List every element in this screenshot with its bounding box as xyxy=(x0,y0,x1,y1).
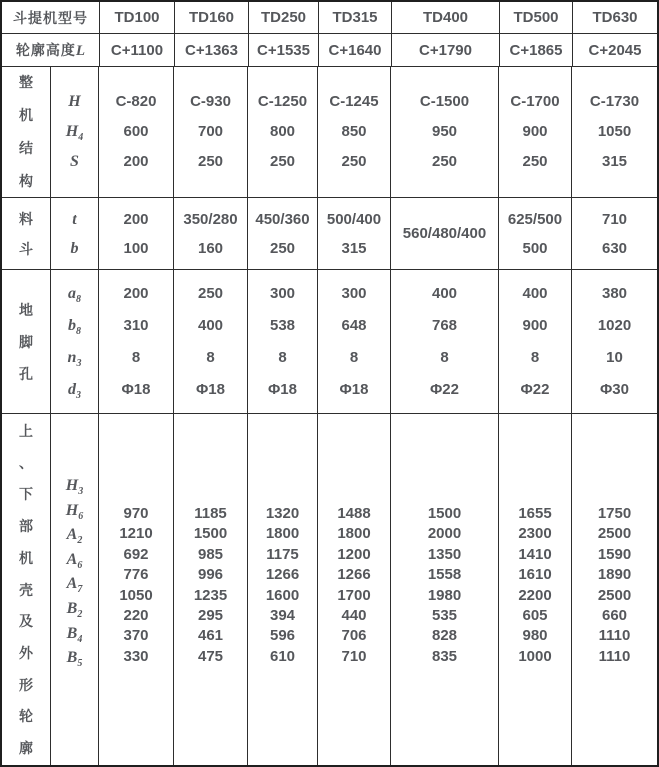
value-cell: C-1245 xyxy=(329,93,379,110)
value-cell: 8 xyxy=(131,348,141,366)
value-column xyxy=(390,198,498,269)
section-param-labels xyxy=(50,198,98,269)
value-cell: 1488 xyxy=(337,505,371,522)
value-cell: 200 xyxy=(123,284,149,302)
value-cell: 220 xyxy=(123,607,149,625)
section-group-label xyxy=(2,270,50,413)
value-cell: 250 xyxy=(197,284,224,302)
value-cell: 1210 xyxy=(119,525,153,543)
value-cell: 2000 xyxy=(427,525,462,543)
group-label-char: 构 xyxy=(19,173,33,189)
value-cell: 380 xyxy=(601,284,628,302)
value-cell: 250 xyxy=(269,239,296,257)
value-cell: 1020 xyxy=(597,316,632,334)
group-label-char: 料 xyxy=(19,210,33,227)
value-cell: 250 xyxy=(269,153,296,170)
value-cell: 630 xyxy=(601,239,628,257)
group-label-char: 、 xyxy=(19,454,33,471)
value-column xyxy=(173,198,247,269)
value-cell: 475 xyxy=(197,647,224,665)
value-column xyxy=(498,67,571,197)
profile-height-td100: C+1100 xyxy=(99,34,174,66)
value-column xyxy=(498,414,571,765)
value-cell: 400 xyxy=(431,284,458,302)
value-cell: 1110 xyxy=(598,647,631,665)
value-cell: 2200 xyxy=(518,586,552,604)
section-param-labels xyxy=(50,270,98,413)
value-column xyxy=(173,414,247,765)
value-column xyxy=(317,414,390,765)
value-cell: 1175 xyxy=(266,545,299,563)
header-model-label: 斗提机型号 xyxy=(13,9,88,26)
value-cell: C-1250 xyxy=(257,93,308,110)
param-label: $B_5$ xyxy=(66,649,83,670)
value-column xyxy=(390,270,498,413)
value-cell: 850 xyxy=(341,123,367,140)
group-label-char: 部 xyxy=(19,518,33,535)
value-cell: 1590 xyxy=(597,545,632,563)
value-cell: 1320 xyxy=(265,505,300,522)
value-cell: 1235 xyxy=(193,586,228,604)
header-model-td250: TD250 xyxy=(248,2,318,33)
value-column xyxy=(173,67,247,197)
value-cell: 350/280 xyxy=(183,210,238,228)
value-cell: 835 xyxy=(431,647,458,665)
value-cell: Φ22 xyxy=(520,380,550,398)
value-cell: 1266 xyxy=(337,566,371,584)
value-cell: Φ18 xyxy=(121,380,151,398)
header-model-td315: TD315 xyxy=(318,2,391,33)
value-cell: 1750 xyxy=(597,505,632,522)
value-column xyxy=(498,198,571,269)
value-cell: 295 xyxy=(197,607,224,625)
value-column xyxy=(571,198,657,269)
value-column xyxy=(247,67,317,197)
value-column xyxy=(571,414,657,765)
value-cell: 2500 xyxy=(597,586,632,604)
param-label: $A_2$ xyxy=(66,526,83,547)
value-column xyxy=(390,67,498,197)
value-column xyxy=(317,67,390,197)
value-cell: 500 xyxy=(522,239,548,257)
value-cell: 8 xyxy=(440,348,449,366)
value-cell: 315 xyxy=(601,153,628,170)
value-cell: Φ22 xyxy=(430,380,459,398)
group-label-char: 下 xyxy=(19,486,33,503)
param-label: b xyxy=(70,239,79,257)
param-label: H xyxy=(68,93,81,110)
profile-height-row xyxy=(2,33,657,66)
value-cell: 8 xyxy=(349,348,359,366)
value-column xyxy=(247,414,317,765)
value-column xyxy=(247,198,317,269)
group-label-char: 外 xyxy=(19,644,33,661)
value-cell: 461 xyxy=(197,627,224,645)
value-cell: 100 xyxy=(123,239,149,257)
value-cell: 1655 xyxy=(518,505,552,522)
value-column xyxy=(498,270,571,413)
group-label-char: 廓 xyxy=(19,740,33,757)
value-cell: 660 xyxy=(601,607,628,625)
value-cell: 1200 xyxy=(337,545,371,563)
group-label-char: 脚 xyxy=(19,333,33,350)
value-cell: 250 xyxy=(431,153,458,170)
value-cell: 996 xyxy=(197,566,224,584)
value-column xyxy=(98,270,173,413)
value-column xyxy=(98,67,173,197)
value-cell: 596 xyxy=(269,627,296,645)
section-param-labels xyxy=(50,67,98,197)
value-cell: 370 xyxy=(123,627,149,645)
header-model-td500: TD500 xyxy=(499,2,572,33)
value-cell: 2500 xyxy=(597,525,632,543)
profile-height-td630: C+2045 xyxy=(572,34,657,66)
value-cell: 1266 xyxy=(265,566,300,584)
value-column xyxy=(98,414,173,765)
header-model-td400: TD400 xyxy=(391,2,499,33)
value-cell: 1600 xyxy=(265,586,300,604)
value-cell: 500/400 xyxy=(326,210,382,228)
section-jiegou xyxy=(2,66,657,197)
header-model-td630: TD630 xyxy=(572,2,657,33)
value-cell: 330 xyxy=(123,647,149,665)
value-column xyxy=(390,414,498,765)
value-cell: 250 xyxy=(341,153,367,170)
value-cell: 200 xyxy=(123,210,149,228)
section-param-labels xyxy=(50,414,98,765)
value-cell: 610 xyxy=(269,647,296,665)
value-cell: C-1700 xyxy=(510,93,560,110)
group-label-char: 斗 xyxy=(19,240,33,257)
value-column xyxy=(247,270,317,413)
value-cell: 900 xyxy=(522,316,548,334)
value-cell: 538 xyxy=(269,316,296,334)
group-label-char: 机 xyxy=(19,549,33,566)
header-row xyxy=(2,2,657,33)
param-label: $A_7$ xyxy=(66,575,83,596)
value-cell: 710 xyxy=(601,210,628,228)
value-cell: 1558 xyxy=(427,566,462,584)
param-label: $a_8$ xyxy=(68,284,81,305)
value-column xyxy=(173,270,247,413)
value-cell: 315 xyxy=(341,239,367,257)
value-cell: 2300 xyxy=(518,525,552,543)
param-label: $n_3$ xyxy=(67,348,82,369)
value-cell: 8 xyxy=(206,348,215,366)
value-cell: 300 xyxy=(269,284,296,302)
value-cell: 300 xyxy=(341,284,367,302)
group-label-char: 结 xyxy=(19,140,33,156)
value-cell: 625/500 xyxy=(507,210,563,228)
param-label: S xyxy=(70,153,79,170)
value-cell: 200 xyxy=(123,153,149,170)
value-column xyxy=(571,67,657,197)
value-cell: 400 xyxy=(522,284,548,302)
profile-height-td315: C+1640 xyxy=(318,34,391,66)
value-cell: 440 xyxy=(341,607,367,625)
value-cell: 985 xyxy=(197,545,224,563)
value-column xyxy=(98,198,173,269)
section-group-label xyxy=(2,198,50,269)
param-label: $H_4$ xyxy=(65,123,84,144)
group-label-char: 壳 xyxy=(19,581,33,598)
profile-height-td500: C+1865 xyxy=(499,34,572,66)
value-cell: 768 xyxy=(431,316,458,334)
group-label-char: 形 xyxy=(19,676,33,693)
profile-height-td160: C+1363 xyxy=(174,34,248,66)
value-cell: C-820 xyxy=(115,93,157,110)
value-cell: 600 xyxy=(123,123,149,140)
value-cell: 1350 xyxy=(427,545,462,563)
param-label: t xyxy=(72,210,77,228)
profile-height-var: L xyxy=(75,43,86,59)
param-label: $A_6$ xyxy=(66,550,83,571)
value-column xyxy=(317,198,390,269)
value-cell: Φ18 xyxy=(196,380,225,398)
value-cell: 828 xyxy=(431,627,458,645)
value-cell: 8 xyxy=(530,348,540,366)
value-cell: 648 xyxy=(341,316,367,334)
profile-height-label-text: 轮廓高度 xyxy=(15,42,76,58)
value-column xyxy=(571,270,657,413)
param-label: $B_2$ xyxy=(66,599,83,621)
value-cell: 400 xyxy=(197,316,224,334)
param-label: $b_8$ xyxy=(68,316,81,337)
value-cell: 1185 xyxy=(194,505,227,522)
value-cell: 250 xyxy=(197,153,224,170)
value-cell: 394 xyxy=(269,607,296,625)
header-model-td160: TD160 xyxy=(174,2,248,33)
value-cell: 1500 xyxy=(193,525,228,543)
header-model-td100: TD100 xyxy=(99,2,174,33)
group-label-char: 及 xyxy=(19,613,33,630)
value-cell: C-1500 xyxy=(419,93,470,110)
value-cell: 800 xyxy=(269,123,296,140)
value-cell: 310 xyxy=(123,316,149,334)
value-cell: 10 xyxy=(606,348,623,366)
section-group-label xyxy=(2,414,50,765)
value-cell: 776 xyxy=(123,566,149,584)
value-cell: 700 xyxy=(197,123,224,140)
value-cell: 1050 xyxy=(119,586,153,604)
value-cell: 1000 xyxy=(518,647,552,665)
param-label: $H_3$ xyxy=(65,477,84,498)
value-cell: 980 xyxy=(522,627,548,645)
value-column xyxy=(317,270,390,413)
section-group-label xyxy=(2,67,50,197)
value-cell: 970 xyxy=(123,505,149,522)
profile-height-td400: C+1790 xyxy=(391,34,499,66)
value-cell: 1700 xyxy=(337,586,371,604)
value-cell: 560/480/400 xyxy=(402,225,487,242)
value-cell: 950 xyxy=(431,123,458,140)
value-cell: 1800 xyxy=(265,525,300,543)
value-cell: Φ18 xyxy=(268,380,297,398)
value-cell: 535 xyxy=(431,607,458,625)
param-label: $B_4$ xyxy=(66,624,83,645)
value-cell: 8 xyxy=(278,348,287,366)
profile-height-label xyxy=(2,34,99,66)
value-cell: 250 xyxy=(522,153,548,170)
value-cell: 1500 xyxy=(427,505,462,522)
value-cell: 1610 xyxy=(518,566,552,584)
value-cell: 1800 xyxy=(337,525,371,543)
param-label: $d_3$ xyxy=(68,380,81,401)
group-label-char: 机 xyxy=(19,107,33,123)
value-cell: C-1730 xyxy=(589,93,640,110)
value-cell: 1890 xyxy=(597,566,632,584)
group-label-char: 整 xyxy=(19,74,33,90)
value-cell: 706 xyxy=(341,627,367,645)
value-cell: 1410 xyxy=(518,545,552,563)
profile-height-td250: C+1535 xyxy=(248,34,318,66)
group-label-char: 轮 xyxy=(19,708,33,725)
section-liaodou xyxy=(2,197,657,269)
value-cell: Φ18 xyxy=(339,380,369,398)
param-label: $H_6$ xyxy=(65,501,84,522)
section-dijiaokong xyxy=(2,269,657,413)
group-label-char: 地 xyxy=(19,301,33,318)
value-cell: 160 xyxy=(197,239,224,257)
value-cell: 450/360 xyxy=(255,210,310,228)
value-cell: 692 xyxy=(123,545,149,563)
value-cell: 900 xyxy=(522,123,548,140)
section-waixing xyxy=(2,413,657,765)
group-label-char: 孔 xyxy=(19,365,33,382)
value-cell: 1980 xyxy=(427,586,462,604)
value-cell: 710 xyxy=(341,647,367,665)
value-cell: C-930 xyxy=(190,93,231,110)
group-label-char: 上 xyxy=(19,423,33,439)
value-cell: 605 xyxy=(522,607,548,625)
value-cell: 1050 xyxy=(597,123,632,140)
value-cell: 1110 xyxy=(598,627,631,645)
value-cell: Φ30 xyxy=(600,380,629,398)
